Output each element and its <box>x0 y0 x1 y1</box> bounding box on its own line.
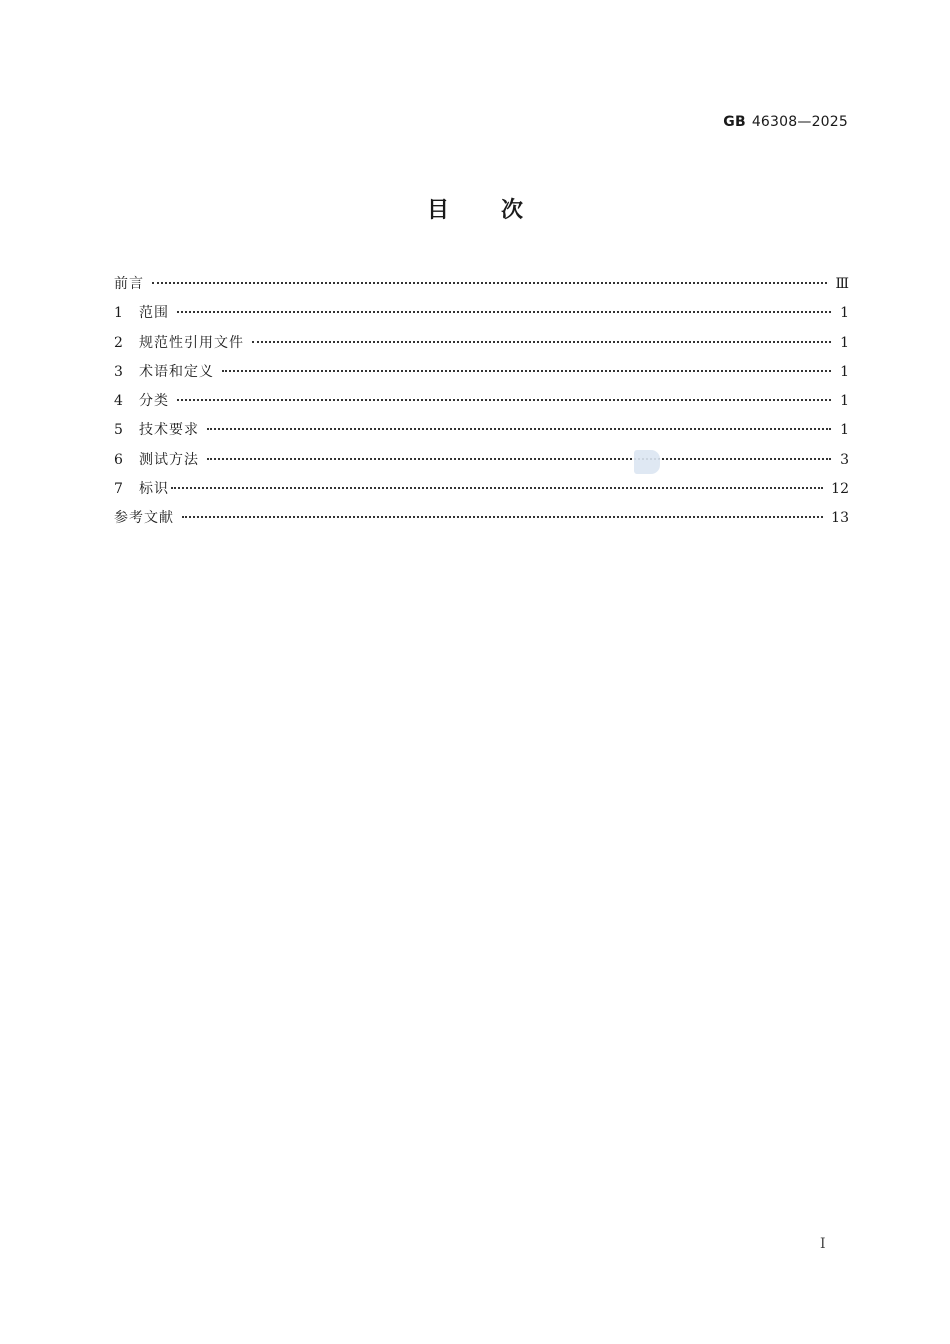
dot-leader <box>171 487 823 489</box>
standard-number: 46308—2025 <box>751 114 848 130</box>
dot-leader <box>207 458 831 460</box>
toc-page-number: 3 <box>840 451 849 468</box>
toc-page-number: 1 <box>840 422 849 439</box>
dot-leader <box>252 341 831 343</box>
toc-page-number: Ⅲ <box>835 276 849 292</box>
toc-label: 参考文献 <box>114 510 174 527</box>
toc-page-number: 1 <box>840 363 849 380</box>
toc-entry-bibliography[interactable] <box>114 504 849 533</box>
table-of-contents <box>114 270 849 534</box>
toc-entry-classification[interactable] <box>114 387 849 416</box>
blue-badge-watermark-icon <box>634 450 660 474</box>
dot-leader <box>222 370 831 372</box>
toc-page-number: 1 <box>840 305 849 322</box>
dot-leader <box>182 516 823 518</box>
toc-label: 前言 <box>114 276 144 292</box>
page-number-footer: I <box>820 1236 826 1252</box>
title-char-2: 次 <box>501 198 524 223</box>
toc-entry-marking[interactable] <box>114 475 849 504</box>
toc-page-number: 12 <box>831 481 849 498</box>
dot-leader <box>177 399 831 401</box>
title-char-1: 目 <box>426 198 449 223</box>
page-title <box>0 193 950 224</box>
toc-section-number: 4 <box>114 393 123 410</box>
toc-label: 技术要求 <box>139 422 199 439</box>
toc-section-number: 5 <box>114 422 123 439</box>
standard-prefix: GB <box>723 114 746 130</box>
dot-leader <box>177 311 831 313</box>
toc-entry-terms-definitions[interactable] <box>114 358 849 387</box>
toc-entry-scope[interactable] <box>114 299 849 328</box>
toc-label: 范围 <box>139 305 169 322</box>
toc-page-number: 1 <box>840 393 849 410</box>
toc-label: 术语和定义 <box>139 363 214 380</box>
toc-section-number: 1 <box>114 305 123 322</box>
toc-section-number: 3 <box>114 363 123 380</box>
dot-leader <box>207 428 831 430</box>
toc-entry-technical-requirements[interactable] <box>114 416 849 445</box>
toc-section-number: 2 <box>114 334 123 351</box>
toc-label: 分类 <box>139 393 169 410</box>
toc-label: 标识 <box>139 481 169 498</box>
toc-page-number: 13 <box>831 510 849 527</box>
toc-label: 规范性引用文件 <box>139 334 244 351</box>
toc-section-number: 6 <box>114 451 123 468</box>
toc-entry-normative-references[interactable] <box>114 329 849 358</box>
toc-entry-foreword[interactable] <box>114 270 849 299</box>
toc-page-number: 1 <box>840 334 849 351</box>
toc-section-number: 7 <box>114 481 123 498</box>
toc-label: 测试方法 <box>139 451 199 468</box>
toc-entry-test-methods[interactable] <box>114 446 849 475</box>
dot-leader <box>152 282 827 284</box>
standard-header <box>723 114 848 130</box>
